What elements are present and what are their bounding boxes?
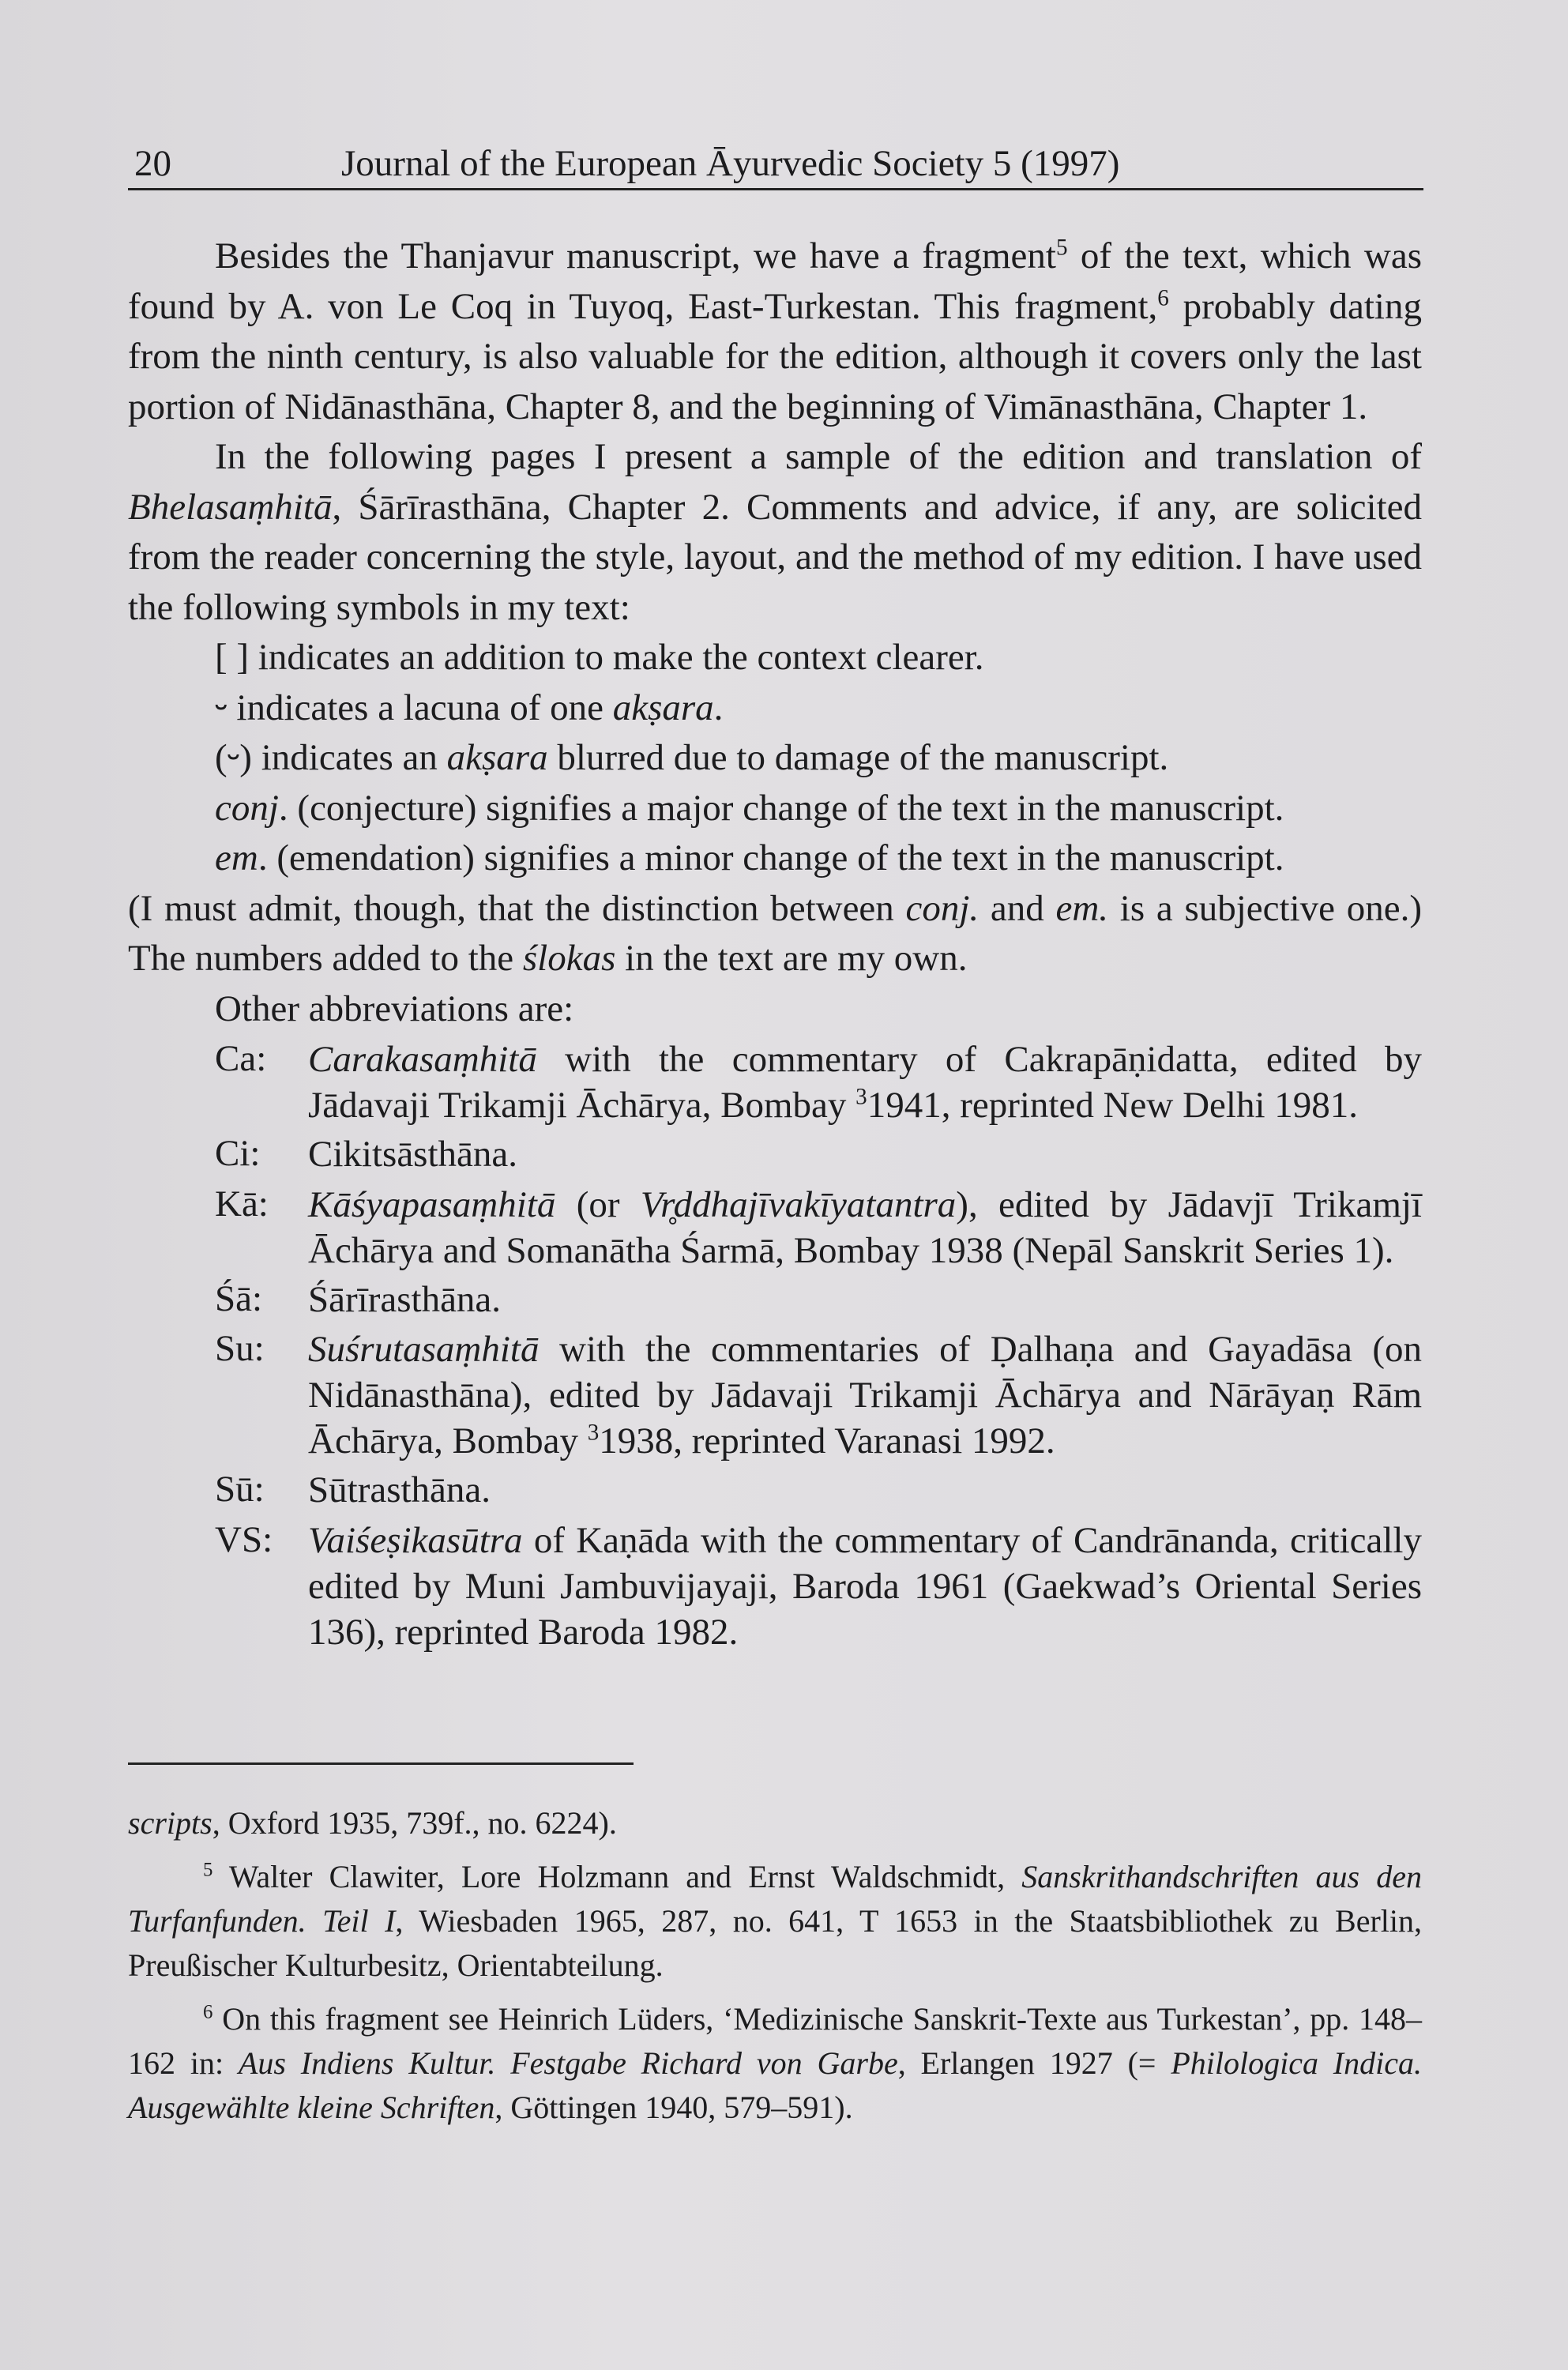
paragraph-distinction: (I must admit, though, that the distinction between conj. and em. is a subjective one.) The numbers added to the ślokas in the text are my own. xyxy=(128,887,1422,979)
abbreviation-entry xyxy=(128,1324,1422,1465)
abbreviation-value: Śārīrasthāna. xyxy=(308,1278,502,1320)
abbreviation-value: Vaiśeṣikasūtra of Kaṇāda with the commentary of Candrānanda, critically edited by Muni Jambuvijayaji, Baroda 1961 (Gaekwad’s Oriental Series 136), reprinted Baroda 1982. xyxy=(308,1519,1422,1653)
running-header xyxy=(128,133,1423,190)
paragraph-sample-edition: In the following pages I present a sample of the edition and translation of Bhelasaṃhitā, Śārīrasthāna, Chapter 2. Comments and advice, if any, are solicited from the reader concerning the style, layout, and the method of my edition. I have used the following symbols in my text: xyxy=(128,436,1422,628)
abbreviation-entry xyxy=(128,1129,1422,1179)
footnote-continuation: scripts, Oxford 1935, 739f., no. 6224). xyxy=(128,1805,617,1841)
abbreviation-key: Ca: xyxy=(215,1038,267,1079)
footnote-ref-5: 5 xyxy=(1055,235,1068,261)
symbol-conjecture: conj. (conjecture) signifies a major change of the text in the manuscript. xyxy=(215,787,1284,829)
abbreviation-entry xyxy=(128,1034,1422,1129)
abbreviation-key: Ci: xyxy=(215,1133,261,1174)
symbol-blurred: (⏑) indicates an akṣara blurred due to damage of the manuscript. xyxy=(215,737,1169,778)
abbreviation-key: Sū: xyxy=(215,1469,265,1510)
abbreviation-value: Sūtrasthāna. xyxy=(308,1469,491,1510)
footnote-ref-6: 6 xyxy=(1157,284,1169,310)
symbol-lacuna: ⏑ indicates a lacuna of one akṣara. xyxy=(215,687,724,728)
abbreviations-intro: Other abbreviations are: xyxy=(215,988,574,1029)
page-number: 20 xyxy=(134,143,171,184)
footnotes xyxy=(128,1801,1422,2139)
main-text xyxy=(128,231,1422,1656)
symbol-emendation: em. (emendation) signifies a minor change of the text in the manuscript. xyxy=(215,837,1284,878)
footnote-divider xyxy=(128,1762,634,1765)
footnote-6: $^6$ On this fragment see Heinrich Lüders, ‘Medizinische Sanskrit-Texte aus Turkestan’, pp. 148–162 in: Aus Indiens Kultur. Festgabe Richard von Garbe, Erlangen 1927 (= Philologica Indica. Ausgewählte kleine Schriften, Göttingen 1940, 579–591). xyxy=(128,2001,1422,2125)
abbreviation-value: Kāśyapasaṃhitā (or Vr̥ddhajīvakīyatantra), edited by Jādavjī Trikamjī Āchārya and Somanātha Śarmā, Bombay 1938 (Nepāl Sanskrit Series 1). xyxy=(308,1183,1422,1271)
abbreviation-key: Su: xyxy=(215,1328,265,1369)
abbreviation-entry xyxy=(128,1274,1422,1325)
journal-title: Journal of the European Āyurvedic Society 5 (1997) xyxy=(341,143,1120,184)
abbreviation-key: VS: xyxy=(215,1518,273,1560)
abbreviation-value: Suśrutasaṃhitā with the commentaries of Ḍalhaṇa and Gayadāsa (on Nidānasthāna), edited by Jādavaji Trikamji Āchārya and Nārāyaṇ Rām Āchārya, Bombay $^3$1938, reprinted Varanasi 1992. xyxy=(308,1329,1422,1462)
abbreviation-value: Cikitsāsthāna. xyxy=(308,1134,517,1175)
abbreviation-key: Śā: xyxy=(215,1277,263,1319)
footnote-5: $^5$ Walter Clawiter, Lore Holzmann and Ernst Waldschmidt, Sanskrithandschriften aus den Turfanfunden. Teil I, Wiesbaden 1965, 287, no. 641, T 1653 in the Staatsbibliothek zu Berlin, Preußischer Kulturbesitz, Orientabteilung. xyxy=(128,1859,1422,1983)
abbreviation-entry xyxy=(128,1515,1422,1656)
abbreviation-key: Kā: xyxy=(215,1183,269,1224)
symbol-brackets: [ ] indicates an addition to make the context clearer. xyxy=(215,637,984,678)
abbreviation-value: Carakasaṃhitā with the commentary of Cakrapāṇidatta, edited by Jādavaji Trikamji Āchārya, Bombay $^3$1941, reprinted New Delhi 1981. xyxy=(308,1039,1422,1126)
abbreviation-entry xyxy=(128,1465,1422,1515)
abbreviation-entry xyxy=(128,1179,1422,1274)
paragraph-manuscripts: Besides the Thanjavur manuscript, we have a fragment$^5$ of the text, which was found by A. von Le Coq in Tuyoq, East-Turkestan. This fragment,$^6$ probably dating from the ninth century, is also valuable for the edition, although it covers only the last portion of Nidānasthāna, Chapter 8, and the beginning of Vimānasthāna, Chapter 1. xyxy=(128,235,1422,427)
